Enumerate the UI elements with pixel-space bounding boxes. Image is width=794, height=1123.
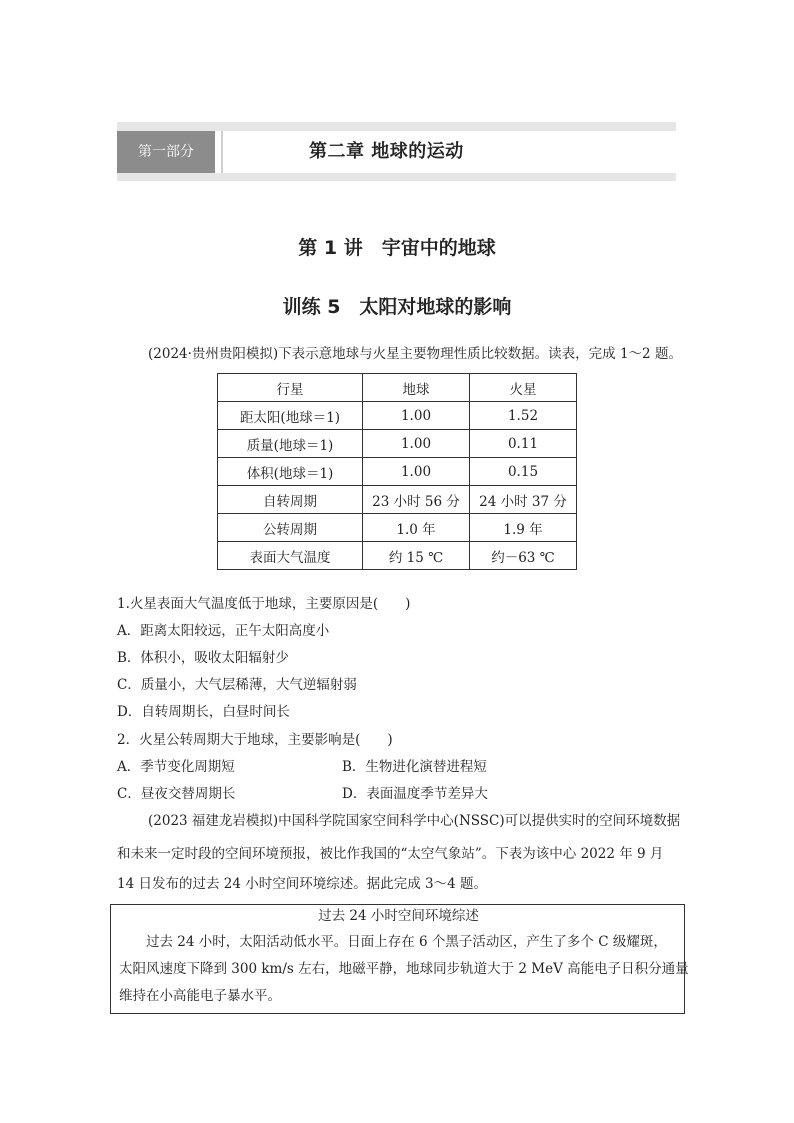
question-1-option-d: D．自转周期长，白昼时间长 bbox=[117, 704, 290, 720]
table-header-cell: 地球 bbox=[363, 374, 470, 402]
summary-line-1: 过去 24 小时，太阳活动低水平。日面上存在 6 个黑子活动区，产生了多个 C 级耀斑， bbox=[119, 934, 667, 950]
part-label: 第一部分 bbox=[117, 131, 215, 173]
table-cell: 1.9 年 bbox=[470, 514, 577, 542]
table-header-cell: 火星 bbox=[470, 374, 577, 402]
table-cell: 1.00 bbox=[363, 458, 470, 486]
summary-line-2: 太阳风速度下降到 300 km/s 左右，地磁平静，地球同步轨道大于 2 MeV 高能电子日积分通量 bbox=[119, 961, 689, 977]
table-cell: 1.52 bbox=[470, 402, 577, 430]
chapter-header bbox=[117, 122, 676, 181]
question-1-option-a: A．距离太阳较远，正午太阳高度小 bbox=[117, 623, 330, 639]
summary-box-title: 过去 24 小时空间环境综述 bbox=[318, 908, 479, 924]
table-cell: 体积(地球＝1) bbox=[218, 458, 363, 486]
question-1-stem: 1.火星表面大气温度低于地球，主要原因是( ) bbox=[117, 596, 411, 612]
intro-paragraph-1: (2024·贵州贵阳模拟)下表示意地球与火星主要物理性质比较数据。读表，完成 1～2 题。 bbox=[148, 346, 682, 362]
table-row bbox=[218, 542, 577, 570]
table-cell: 1.0 年 bbox=[363, 514, 470, 542]
header-bottom-band bbox=[117, 173, 676, 181]
question-1-option-c: C．质量小，大气层稀薄，大气逆辐射弱 bbox=[117, 677, 357, 693]
table-row bbox=[218, 514, 577, 542]
table-cell: 表面大气温度 bbox=[218, 542, 363, 570]
question-2-stem: 2．火星公转周期大于地球，主要影响是( ) bbox=[117, 732, 393, 748]
intro-paragraph-2-line-1: (2023 福建龙岩模拟)中国科学院国家空间科学中心(NSSC)可以提供实时的空间环境数据 bbox=[148, 813, 681, 829]
table-cell: 0.15 bbox=[470, 458, 577, 486]
chapter-title: 第二章 地球的运动 bbox=[309, 141, 464, 162]
question-2-option-b: B．生物进化演替进程短 bbox=[342, 759, 487, 775]
table-cell: 24 小时 37 分 bbox=[470, 486, 577, 514]
question-2-option-c: C．昼夜交替周期长 bbox=[117, 786, 236, 802]
table-row bbox=[218, 458, 577, 486]
table-cell: 约 15 ℃ bbox=[363, 542, 470, 570]
summary-line-3: 维持在小高能电子暴水平。 bbox=[119, 988, 281, 1004]
table-cell: 1.00 bbox=[363, 402, 470, 430]
table-cell: 0.11 bbox=[470, 430, 577, 458]
table-cell: 自转周期 bbox=[218, 486, 363, 514]
planet-comparison-table bbox=[217, 373, 577, 570]
table-row bbox=[218, 430, 577, 458]
question-1-option-b: B．体积小，吸收太阳辐射少 bbox=[117, 650, 289, 666]
table-header-cell: 行星 bbox=[218, 374, 363, 402]
space-environment-summary-box bbox=[110, 904, 689, 1014]
intro-paragraph-2-line-2: 和未来一定时段的空间环境预报，被比作我国的“太空气象站”。下表为该中心 2022 年 9 月 bbox=[117, 846, 664, 862]
training-title: 训练 5 太阳对地球的影响 bbox=[282, 296, 512, 318]
table-cell: 质量(地球＝1) bbox=[218, 430, 363, 458]
header-top-band bbox=[117, 122, 676, 131]
table-cell: 距太阳(地球＝1) bbox=[218, 402, 363, 430]
table-cell: 1.00 bbox=[363, 430, 470, 458]
question-2-option-d: D．表面温度季节差异大 bbox=[342, 786, 488, 802]
question-2-option-a: A．季节变化周期短 bbox=[117, 759, 235, 775]
table-cell: 23 小时 56 分 bbox=[363, 486, 470, 514]
table-cell: 公转周期 bbox=[218, 514, 363, 542]
lecture-title: 第 1 讲 宇宙中的地球 bbox=[298, 237, 496, 259]
table-header-row bbox=[218, 374, 577, 402]
table-cell: 约－63 ℃ bbox=[470, 542, 577, 570]
intro-paragraph-2-line-3: 14 日发布的过去 24 小时空间环境综述。据此完成 3～4 题。 bbox=[117, 876, 487, 892]
table-row bbox=[218, 402, 577, 430]
table-row bbox=[218, 486, 577, 514]
